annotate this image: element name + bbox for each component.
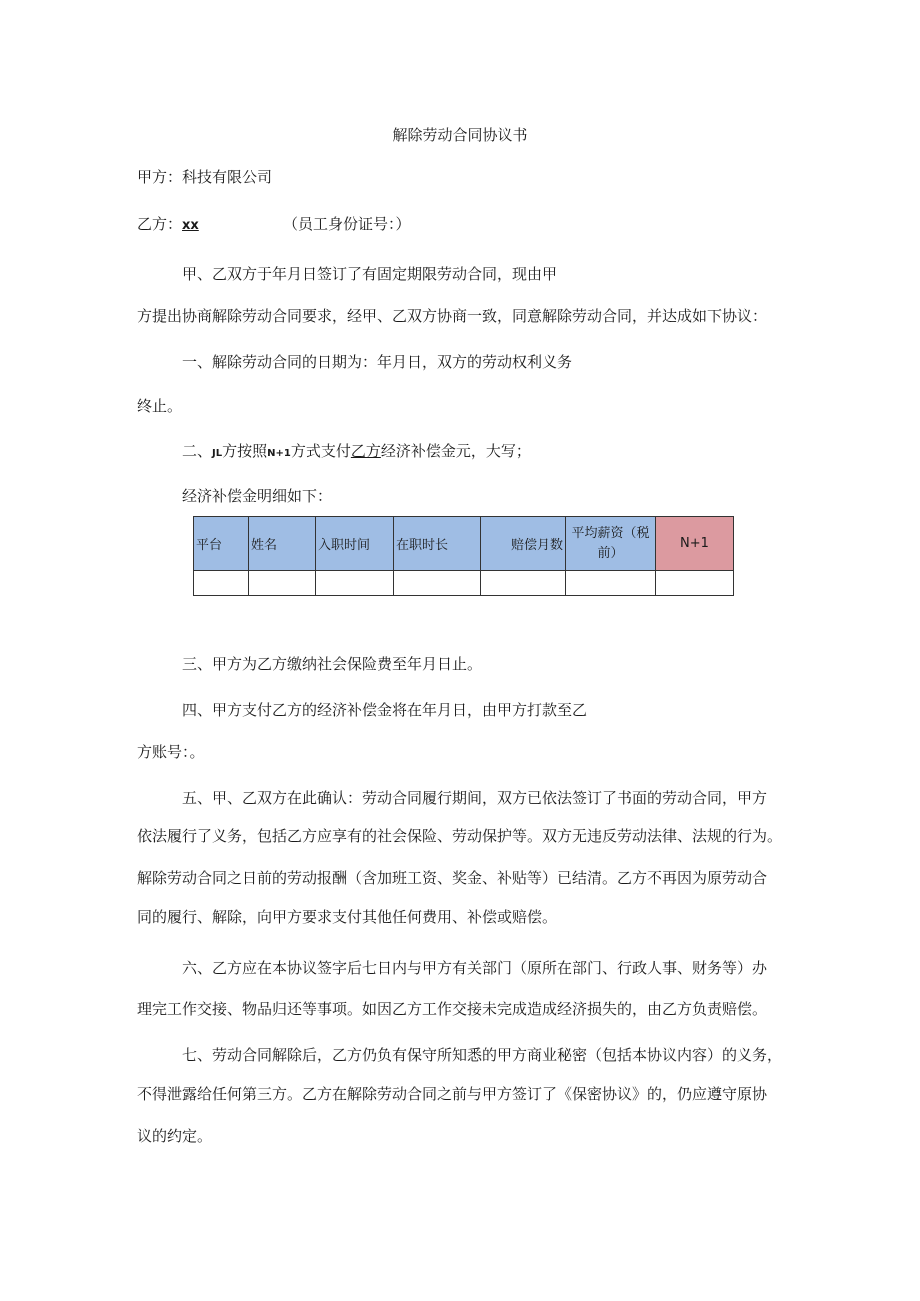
intro-line-2: 方提出协商解除劳动合同要求，经甲、乙双方协商一致，同意解除劳动合同，并达成如下协议： (137, 307, 768, 325)
detail-label: 经济补偿金明细如下： (182, 487, 333, 505)
table-header-row (194, 517, 734, 571)
header-platform: 平台 (194, 517, 249, 571)
header-avg-salary: 平均薪资（税前） (566, 517, 656, 571)
clause-6-line-2: 理完工作交接、物品归还等事项。如因乙方工作交接未完成造成经济损失的，由乙方负责赔偿。 (137, 1000, 768, 1018)
document-title: 解除劳动合同协议书 (392, 126, 528, 144)
header-tenure: 在职时长 (394, 517, 481, 571)
party-b-id-note: （员工身份证号：） (283, 215, 411, 233)
table-cell (566, 571, 656, 596)
clause-5-line-3: 解除劳动合同之日前的劳动报酬（含加班工资、奖金、补贴等）已结清。乙方不再因为原劳动合 (137, 869, 768, 887)
clause-4-line-2: 方账号：。 (137, 743, 205, 761)
clause-4-line-1: 四、甲方支付乙方的经济补偿金将在年月日，由甲方打款至乙 (182, 701, 588, 719)
table-cell (316, 571, 394, 596)
clause-2-party: 乙方 (350, 442, 381, 460)
clause-7-line-1: 七、劳动合同解除后，乙方仍负有保守所知悉的甲方商业秘密（包括本协议内容）的义务， (182, 1046, 783, 1064)
party-b (137, 214, 199, 236)
clause-5-line-2: 依法履行了义务，包括乙方应享有的社会保险、劳动保护等。双方无违反劳动法律、法规的行为。 (137, 827, 783, 845)
clause-5-line-4: 同的履行、解除，向甲方要求支付其他任何费用、补偿或赔偿。 (137, 908, 558, 926)
clause-2-mid1: 方按照 (222, 442, 268, 460)
party-b-label: 乙方： (137, 215, 183, 233)
intro-line-1: 甲、乙双方于年月日签订了有固定期限劳动合同，现由甲 (182, 265, 558, 283)
table-cell (481, 571, 566, 596)
table-row (194, 571, 734, 596)
compensation-table (193, 516, 734, 596)
header-name: 姓名 (249, 517, 316, 571)
clause-2-mid2: 方式支付 (290, 442, 351, 460)
clause-7-line-3: 议的约定。 (137, 1127, 213, 1145)
clause-2 (182, 441, 531, 464)
clause-2-prefix: 二、 (182, 442, 213, 460)
table-cell (194, 571, 249, 596)
clause-6-line-1: 六、乙方应在本协议签字后七日内与甲方有关部门（原所在部门、行政人事、财务等）办 (182, 959, 768, 977)
header-n-plus-1: N+1 (656, 517, 734, 571)
party-a: 甲方：科技有限公司 (137, 168, 273, 186)
party-b-name: xx (182, 218, 199, 233)
header-hire-date: 入职时间 (316, 517, 394, 571)
table-cell (249, 571, 316, 596)
clause-7-line-2: 不得泄露给任何第三方。乙方在解除劳动合同之前与甲方签订了《保密协议》的，仍应遵守原协 (137, 1085, 768, 1103)
table-cell (394, 571, 481, 596)
clause-3: 三、甲方为乙方缴纳社会保险费至年月日止。 (182, 655, 483, 673)
clause-2-suffix: 经济补偿金元，大写； (380, 442, 531, 460)
clause-2-jl: JL (212, 448, 223, 459)
clause-1-line-1: 一、解除劳动合同的日期为：年月日，双方的劳动权利义务 (182, 353, 573, 371)
clause-2-n1: N+1 (267, 448, 291, 459)
clause-1-line-2: 终止。 (137, 397, 183, 415)
header-months: 赔偿月数 (481, 517, 566, 571)
clause-5-line-1: 五、甲、乙双方在此确认：劳动合同履行期间，双方已依法签订了书面的劳动合同，甲方 (182, 789, 768, 807)
table-cell (656, 571, 734, 596)
